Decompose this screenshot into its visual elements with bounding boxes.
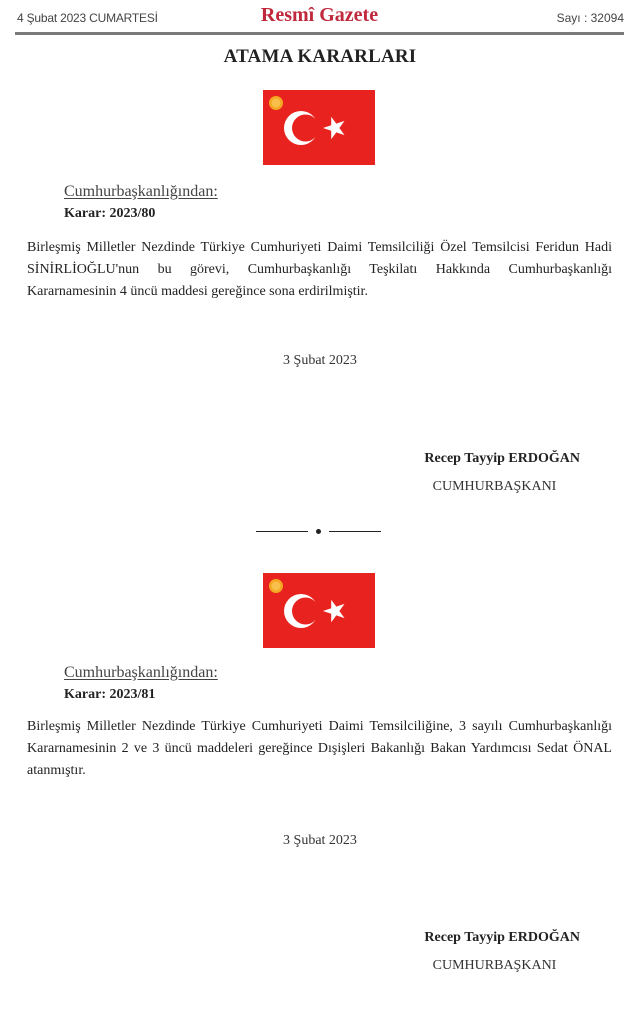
presidential-flag-icon <box>263 90 375 165</box>
signer-title: CUMHURBAŞKANI <box>432 479 557 494</box>
section-title: ATAMA KARARLARI <box>223 46 417 67</box>
decision-number: Karar: 2023/81 <box>64 687 156 702</box>
section-divider <box>256 525 382 539</box>
gazette-header <box>15 4 624 30</box>
decision-number: Karar: 2023/80 <box>64 206 156 221</box>
issue-number: Sayı : 32094 <box>556 11 624 25</box>
decision-body: Birleşmiş Milletler Nezdinde Türkiye Cumhuriyeti Daimi Temsilciliği Özel Temsilcisi Feridun Hadi SİNİRLİOĞLU'nun bu görevi, Cumhurbaşkanlığı Teşkilatı Hakkında Cumhurbaşkanlığı Kararnamesinin 4 üncü maddesi gereğince sona erdirilmiştir. <box>27 240 612 299</box>
divider-dot-icon <box>316 529 321 534</box>
signer-name: Recep Tayyip ERDOĞAN <box>424 930 580 945</box>
issue-date: 4 Şubat 2023 CUMARTESİ <box>17 11 158 25</box>
decision-body: Birleşmiş Milletler Nezdinde Türkiye Cumhuriyeti Daimi Temsilciliğine, 3 sayılı Cumhurbaşkanlığı Kararnamesinin 2 ve 3 üncü maddeleri gereğince Dışişleri Bakanlığı Bakan Yardımcısı Sedat ÖNAL atanmıştır. <box>27 719 612 778</box>
presidential-flag-icon <box>263 573 375 648</box>
issuer-heading: Cumhurbaşkanlığından: <box>64 183 218 200</box>
signer-title: CUMHURBAŞKANI <box>432 958 557 973</box>
divider-line-right <box>329 531 381 532</box>
header-rule <box>15 32 624 35</box>
decision-date: 3 Şubat 2023 <box>283 353 357 368</box>
issuer-heading: Cumhurbaşkanlığından: <box>64 664 218 681</box>
signer-name: Recep Tayyip ERDOĞAN <box>424 451 580 466</box>
decision-date: 3 Şubat 2023 <box>283 833 357 848</box>
publication-title: Resmî Gazete <box>260 4 379 26</box>
divider-line-left <box>256 531 308 532</box>
